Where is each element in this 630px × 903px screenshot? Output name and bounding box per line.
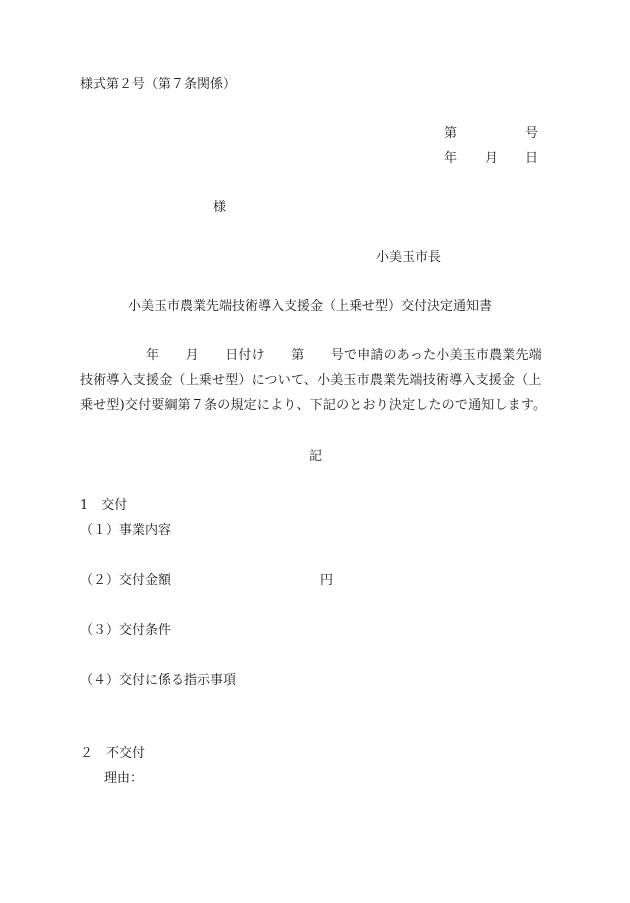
section-2-heading: ２ 不交付: [80, 746, 146, 761]
document-title: 小美玉市農業先端技術導入支援金（上乗せ型）交付決定通知書: [128, 299, 493, 314]
item-grant-amount: （２）交付金額: [80, 573, 172, 588]
number-suffix: 号: [525, 126, 539, 141]
issuer: 小美玉市長: [376, 250, 442, 265]
section-1-heading: 1 交付: [80, 498, 128, 513]
body-line-2: 技術導入支援金（上乗せ型）について、小美玉市農業先端技術導入支援金（上: [80, 373, 542, 388]
ki-mark: 記: [309, 449, 323, 464]
number-prefix: 第: [444, 126, 458, 141]
reason-label: 理由：: [104, 771, 144, 786]
item-instructions: （４）交付に係る指示事項: [80, 673, 237, 688]
date-month: 月: [485, 151, 499, 166]
body-line-3: 乗せ型)交付要綱第７条の規定により、下記のとおり決定したので通知します。: [80, 398, 547, 413]
item-business-content: （１）事業内容: [80, 523, 172, 538]
recipient-honorific: 様: [213, 200, 227, 215]
body-line-1: 年 月 日付け 第 号で申請のあった小美玉市農業先端: [146, 348, 542, 363]
amount-unit: 円: [320, 573, 334, 588]
date-day: 日: [525, 151, 539, 166]
date-year: 年: [444, 151, 458, 166]
item-grant-conditions: （３）交付条件: [80, 623, 172, 638]
form-label: 様式第２号（第７条関係）: [80, 77, 237, 92]
